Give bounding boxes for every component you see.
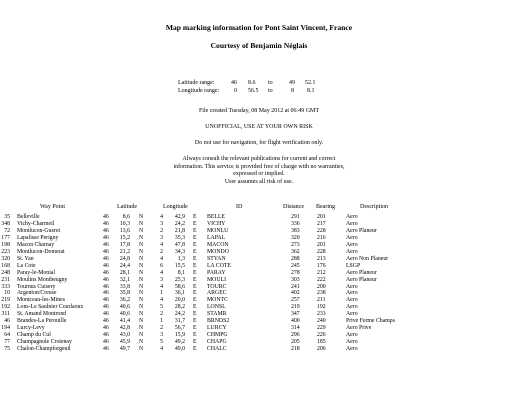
latitude-hemisphere: N: [139, 297, 144, 304]
latitude-minutes: 15,2: [119, 234, 130, 241]
bearing: 200: [317, 283, 326, 290]
latitude-hemisphere: N: [139, 346, 144, 353]
bearing: 213: [317, 255, 326, 262]
distance: 402: [291, 290, 300, 297]
bearing: 228: [317, 227, 326, 234]
longitude-degrees: 1: [160, 318, 163, 325]
waypoint-id: BRNDS2: [207, 318, 230, 325]
latitude-hemisphere: N: [139, 220, 144, 227]
description: Aero: [346, 220, 358, 227]
longitude-hemisphere: E: [193, 214, 197, 220]
row-number: 75: [4, 346, 10, 353]
longitude-degrees: 3: [160, 332, 163, 339]
range-start-min: 8.6: [248, 80, 256, 86]
distance: 273: [291, 241, 300, 248]
longitude-minutes: 56,7: [174, 325, 185, 332]
distance: 347: [291, 311, 300, 318]
disclaimer-line: Always consult the relevant publications for current and correct: [182, 156, 336, 162]
latitude-minutes: 32,1: [119, 276, 130, 283]
distance: 278: [291, 269, 300, 276]
longitude-hemisphere: E: [193, 318, 197, 325]
table-row: [0, 290, 518, 297]
longitude-degrees: 2: [160, 311, 163, 318]
latitude-degrees: 46: [103, 304, 109, 311]
waypoint-id: PARAY: [207, 269, 226, 276]
range-label: Latitude range:: [178, 80, 215, 86]
waypoint-id: CHMPG: [207, 332, 228, 339]
latitude-minutes: 42,8: [119, 325, 130, 332]
range-end-deg: 49: [289, 80, 295, 86]
distance: 383: [291, 227, 300, 234]
row-number: 333: [1, 283, 10, 290]
latitude-hemisphere: N: [139, 241, 144, 248]
row-number: 219: [1, 297, 10, 304]
range-start-deg: 0: [234, 88, 237, 94]
latitude-hemisphere: N: [139, 276, 144, 283]
longitude-minutes: 20,0: [174, 297, 185, 304]
table-row: [0, 263, 518, 270]
disclaimer-line: User assumes all risk of use.: [224, 178, 294, 185]
longitude-hemisphere: E: [193, 241, 197, 248]
description: Aero Prive: [346, 325, 372, 332]
longitude-hemisphere: E: [193, 325, 197, 332]
table-row: [0, 297, 518, 304]
table-row: [0, 256, 518, 263]
row-number: 35: [4, 214, 10, 220]
waypoint-name: Montceau-les-Mines: [17, 297, 65, 304]
row-number: 168: [1, 262, 10, 269]
row-number: 320: [1, 255, 10, 262]
description: Aero: [346, 346, 358, 353]
description: Aero: [346, 234, 358, 241]
table-row: [0, 242, 518, 249]
bearing: 228: [317, 248, 326, 255]
latitude-degrees: 46: [103, 248, 109, 255]
description: LSGP: [346, 262, 361, 269]
longitude-degrees: 4: [160, 214, 163, 220]
bearing: 206: [317, 346, 326, 353]
courtesy-line: Courtesy of Benjamin Néglais: [210, 41, 308, 50]
bearing: 233: [317, 311, 326, 318]
waypoint-id: ARGEC: [207, 290, 227, 297]
longitude-degrees: 2: [160, 227, 163, 234]
waypoint-name: La Cote: [17, 262, 36, 269]
latitude-minutes: 13,6: [119, 227, 130, 234]
description: Aero: [346, 248, 358, 255]
range-start-min: 56.5: [248, 88, 259, 94]
waypoint-id: MONLU: [207, 227, 229, 234]
latitude-minutes: 35,8: [119, 290, 130, 297]
bearing: 229: [317, 325, 326, 332]
waypoint-id: MACON: [207, 241, 229, 248]
table-row: [0, 284, 518, 291]
longitude-hemisphere: E: [193, 234, 197, 241]
longitude-minutes: 34,3: [174, 248, 185, 255]
longitude-hemisphere: E: [193, 220, 197, 227]
waypoint-id: CHALC: [207, 346, 227, 353]
waypoint-name: Champagnole Crotenay: [17, 339, 72, 346]
latitude-degrees: 46: [103, 241, 109, 248]
description: Aero: [346, 241, 358, 248]
table-row: [0, 270, 518, 277]
waypoint-id: TOURC: [207, 283, 227, 290]
longitude-degrees: 4: [160, 283, 163, 290]
latitude-minutes: 24,8: [119, 255, 130, 262]
latitude-minutes: 40,6: [119, 311, 130, 318]
row-number: 10: [4, 290, 10, 297]
bearing: 226: [317, 332, 326, 339]
longitude-hemisphere: E: [193, 346, 197, 353]
longitude-minutes: 15,9: [174, 332, 185, 339]
range-end-min: 8.1: [307, 88, 315, 94]
bearing: 176: [317, 262, 326, 269]
row-number: 64: [4, 332, 10, 339]
disclaimer-line: information. This service is provided free of charge with no warranties,: [173, 163, 345, 170]
table-row: [0, 339, 518, 346]
table-row: [0, 228, 518, 235]
description: Aero: [346, 304, 358, 311]
longitude-degrees: 2: [160, 325, 163, 332]
longitude-hemisphere: E: [193, 255, 197, 262]
longitude-minutes: 49,0: [174, 346, 185, 353]
page-title: Map marking information for Pont Saint Vincent, France: [165, 23, 353, 32]
row-number: 194: [1, 325, 10, 332]
latitude-degrees: 46: [103, 311, 109, 318]
distance: 205: [291, 339, 300, 346]
header-distance: Distance: [283, 204, 304, 210]
latitude-degrees: 46: [103, 276, 109, 283]
waypoint-name: Lapalisse Perigny: [17, 234, 59, 241]
waypoint-name: Vichy-Charmeil: [17, 220, 55, 227]
latitude-degrees: 46: [103, 325, 109, 332]
waypoint-name: Lurcy-Levy: [17, 325, 45, 332]
bearing: 185: [317, 339, 326, 346]
latitude-hemisphere: N: [139, 255, 144, 262]
latitude-minutes: 43,0: [119, 332, 130, 339]
waypoint-name: Belleville: [17, 214, 40, 220]
latitude-minutes: 36,2: [119, 297, 130, 304]
table-row: [0, 332, 518, 339]
waypoint-id: MONTC: [207, 297, 228, 304]
table-row: [0, 249, 518, 256]
row-number: 177: [1, 234, 10, 241]
row-number: 46: [4, 318, 10, 325]
distance: 296: [291, 332, 300, 339]
latitude-degrees: 46: [103, 290, 109, 297]
latitude-hemisphere: N: [139, 269, 144, 276]
longitude-degrees: 6: [160, 262, 163, 269]
table-row: [0, 318, 518, 325]
latitude-hemisphere: N: [139, 290, 144, 297]
bearing: 217: [317, 220, 326, 227]
latitude-minutes: 8,6: [122, 214, 130, 220]
longitude-minutes: 21,8: [174, 227, 185, 234]
waypoint-name: St. Yan: [17, 255, 34, 262]
distance: 336: [291, 220, 300, 227]
longitude-minutes: 28,2: [174, 304, 185, 311]
longitude-minutes: 35,3: [174, 234, 185, 241]
waypoint-name: Macon Charnay: [17, 241, 55, 248]
row-number: 248: [1, 269, 10, 276]
distance: 245: [291, 262, 300, 269]
bearing: 222: [317, 276, 326, 283]
longitude-degrees: 4: [160, 255, 163, 262]
table-row: [0, 304, 518, 311]
row-number: 223: [1, 248, 10, 255]
table-row: [0, 346, 518, 353]
longitude-degrees: 4: [160, 297, 163, 304]
longitude-degrees: 3: [160, 234, 163, 241]
longitude-minutes: 24,2: [174, 220, 185, 227]
description: Aero: [346, 332, 358, 339]
description: Aero: [346, 283, 358, 290]
bearing: 212: [317, 269, 326, 276]
file-created: File created Tuesday, 08 May 2012 at 06:49 GMT: [198, 108, 320, 114]
latitude-degrees: 46: [103, 214, 109, 220]
header-latitude: Latitude: [117, 204, 137, 210]
waypoint-name: Montlucon-Gueret: [17, 227, 61, 234]
table-row: [0, 221, 518, 228]
bearing: 216: [317, 234, 326, 241]
latitude-minutes: 33,8: [119, 283, 130, 290]
latitude-hemisphere: N: [139, 304, 144, 311]
latitude-degrees: 46: [103, 283, 109, 290]
waypoint-id: MONDO: [207, 248, 229, 255]
table-row: [0, 235, 518, 242]
distance: 291: [291, 214, 300, 220]
longitude-minutes: 31,7: [174, 318, 185, 325]
waypoint-name: Lons-Le Saulnier Courlaoux: [17, 304, 84, 311]
waypoint-name: Moulins Montbeugny: [17, 276, 68, 283]
range-to: to: [268, 88, 273, 94]
longitude-degrees: 3: [160, 220, 163, 227]
header-bearing: Bearing: [316, 204, 335, 210]
bearing: 192: [317, 304, 326, 311]
range-end-deg: 8: [291, 88, 294, 94]
waypoint-id: LAPAL: [207, 234, 226, 241]
waypoint-id: STAMR: [207, 311, 227, 318]
latitude-degrees: 46: [103, 297, 109, 304]
longitude-degrees: 4: [160, 269, 163, 276]
longitude-hemisphere: E: [193, 339, 197, 346]
longitude-degrees: 2: [160, 248, 163, 255]
description: Aero Planeur: [346, 269, 377, 276]
latitude-degrees: 46: [103, 255, 109, 262]
description: Aero: [346, 311, 358, 318]
longitude-hemisphere: E: [193, 227, 197, 234]
disclaimer-line: expressed or implied.: [233, 171, 285, 178]
waypoint-name: St. Amand Montrond: [17, 311, 67, 318]
distance: 320: [291, 234, 300, 241]
header-description: Description: [360, 204, 388, 210]
latitude-hemisphere: N: [139, 318, 144, 325]
description: Aero: [346, 339, 358, 346]
header-way-point: Way Point: [40, 204, 66, 210]
latitude-degrees: 46: [103, 332, 109, 339]
distance: 219: [291, 304, 300, 311]
longitude-hemisphere: E: [193, 304, 197, 311]
table-row: [0, 214, 518, 221]
longitude-minutes: 25,3: [174, 276, 185, 283]
waypoint-id: VICHY: [207, 220, 226, 227]
distance: 314: [291, 325, 300, 332]
bearing: 238: [317, 290, 326, 297]
table-row: [0, 325, 518, 332]
latitude-degrees: 46: [103, 339, 109, 346]
description: Aero: [346, 214, 358, 220]
row-number: 311: [1, 311, 10, 318]
bearing: 211: [317, 297, 326, 304]
latitude-degrees: 46: [103, 220, 109, 227]
range-label: Longitude range:: [178, 88, 220, 94]
header-longitude: Longitude: [163, 204, 188, 210]
description: Aero: [346, 297, 358, 304]
longitude-degrees: 3: [160, 276, 163, 283]
waypoint-name: Argenton/Creuse: [17, 290, 57, 297]
longitude-hemisphere: E: [193, 262, 197, 269]
longitude-hemisphere: E: [193, 332, 197, 339]
latitude-hemisphere: N: [139, 214, 144, 220]
longitude-hemisphere: E: [193, 290, 197, 297]
longitude-minutes: 1,3: [177, 255, 185, 262]
bearing: 201: [317, 241, 326, 248]
disclaimer: [0, 156, 518, 186]
longitude-minutes: 47,8: [174, 241, 185, 248]
range-to: to: [268, 80, 273, 86]
longitude-minutes: 58,6: [174, 283, 185, 290]
longitude-minutes: 49,2: [174, 339, 185, 346]
latitude-hemisphere: N: [139, 248, 144, 255]
distance: 288: [291, 255, 300, 262]
latitude-minutes: 49,7: [119, 346, 130, 353]
waypoint-name: Champ du Cul: [17, 332, 51, 339]
row-number: 72: [4, 227, 10, 234]
latitude-degrees: 46: [103, 227, 109, 234]
description: Prive Ferme Champs: [346, 318, 395, 325]
waypoint-id: LA COTE: [207, 262, 231, 269]
waypoint-id: LURCY: [207, 325, 227, 332]
table-row: [0, 311, 518, 318]
longitude-hemisphere: E: [193, 283, 197, 290]
waypoint-name: Tournus Cuisery: [17, 283, 56, 290]
latitude-hemisphere: N: [139, 227, 144, 234]
distance: 362: [291, 248, 300, 255]
latitude-minutes: 41,4: [119, 318, 130, 325]
latitude-degrees: 46: [103, 262, 109, 269]
latitude-hemisphere: N: [139, 311, 144, 318]
waypoint-id: MOULI: [207, 276, 226, 283]
longitude-hemisphere: E: [193, 248, 197, 255]
latitude-hemisphere: N: [139, 339, 144, 346]
bearing: 240: [317, 318, 326, 325]
longitude-degrees: 5: [160, 339, 163, 346]
longitude-hemisphere: E: [193, 276, 197, 283]
longitude-minutes: 8,1: [177, 269, 185, 276]
latitude-minutes: 24,4: [119, 262, 130, 269]
longitude-degrees: 5: [160, 304, 163, 311]
waypoint-name: Brandes-La Perouille: [17, 318, 67, 325]
latitude-minutes: 10,3: [119, 220, 130, 227]
waypoint-id: STYAN: [207, 255, 226, 262]
distance: 303: [291, 276, 300, 283]
latitude-degrees: 46: [103, 346, 109, 353]
range-start-deg: 46: [231, 80, 237, 86]
row-number: 192: [1, 304, 10, 311]
latitude-minutes: 40,6: [119, 304, 130, 311]
latitude-minutes: 17,8: [119, 241, 130, 248]
waypoint-name: Montlucon-Domerat: [17, 248, 65, 255]
bearing: 201: [317, 214, 326, 220]
row-number: 231: [1, 276, 10, 283]
waypoint-name: Chalon-Champforgeuil: [17, 346, 71, 353]
longitude-minutes: 36,1: [174, 290, 185, 297]
longitude-hemisphere: E: [193, 297, 197, 304]
latitude-minutes: 28,1: [119, 269, 130, 276]
header-id: ID: [236, 204, 243, 210]
latitude-minutes: 45,9: [119, 339, 130, 346]
latitude-degrees: 46: [103, 318, 109, 325]
latitude-degrees: 46: [103, 269, 109, 276]
row-number: 198: [1, 241, 10, 248]
range-end-min: 52.1: [305, 80, 316, 86]
longitude-degrees: 1: [160, 290, 163, 297]
row-number: 77: [4, 339, 10, 346]
waypoint-id: BELLE: [207, 214, 226, 220]
description: Aero Planeur: [346, 227, 377, 234]
distance: 257: [291, 297, 300, 304]
distance: 218: [291, 346, 300, 353]
longitude-minutes: 42,9: [174, 214, 185, 220]
latitude-hemisphere: N: [139, 332, 144, 339]
table-row: [0, 277, 518, 284]
distance: 400: [291, 318, 300, 325]
waypoint-id: CHAPG: [207, 339, 227, 346]
distance: 241: [291, 283, 300, 290]
longitude-hemisphere: E: [193, 311, 197, 318]
latitude-hemisphere: N: [139, 283, 144, 290]
description: Aero Non Planeur: [346, 255, 389, 262]
latitude-hemisphere: N: [139, 325, 144, 332]
longitude-degrees: 4: [160, 241, 163, 248]
description: Aero: [346, 290, 358, 297]
description: Aero Planeur: [346, 276, 377, 283]
row-number: 348: [1, 220, 10, 227]
latitude-degrees: 46: [103, 234, 109, 241]
navigation-warning: Do not use for navigation, for flight verification only.: [194, 140, 324, 146]
unofficial-warning: UNOFFICIAL, USE AT YOUR OWN RISK: [205, 124, 313, 130]
latitude-hemisphere: N: [139, 234, 144, 241]
waypoint-name: Paray-le-Monial: [17, 269, 55, 276]
longitude-minutes: 24,2: [174, 311, 185, 318]
waypoint-id: LONSL: [207, 304, 226, 311]
latitude-hemisphere: N: [139, 262, 144, 269]
latitude-minutes: 21,2: [119, 248, 130, 255]
longitude-degrees: 4: [160, 346, 163, 353]
longitude-minutes: 15,5: [174, 262, 185, 269]
longitude-hemisphere: E: [193, 269, 197, 276]
